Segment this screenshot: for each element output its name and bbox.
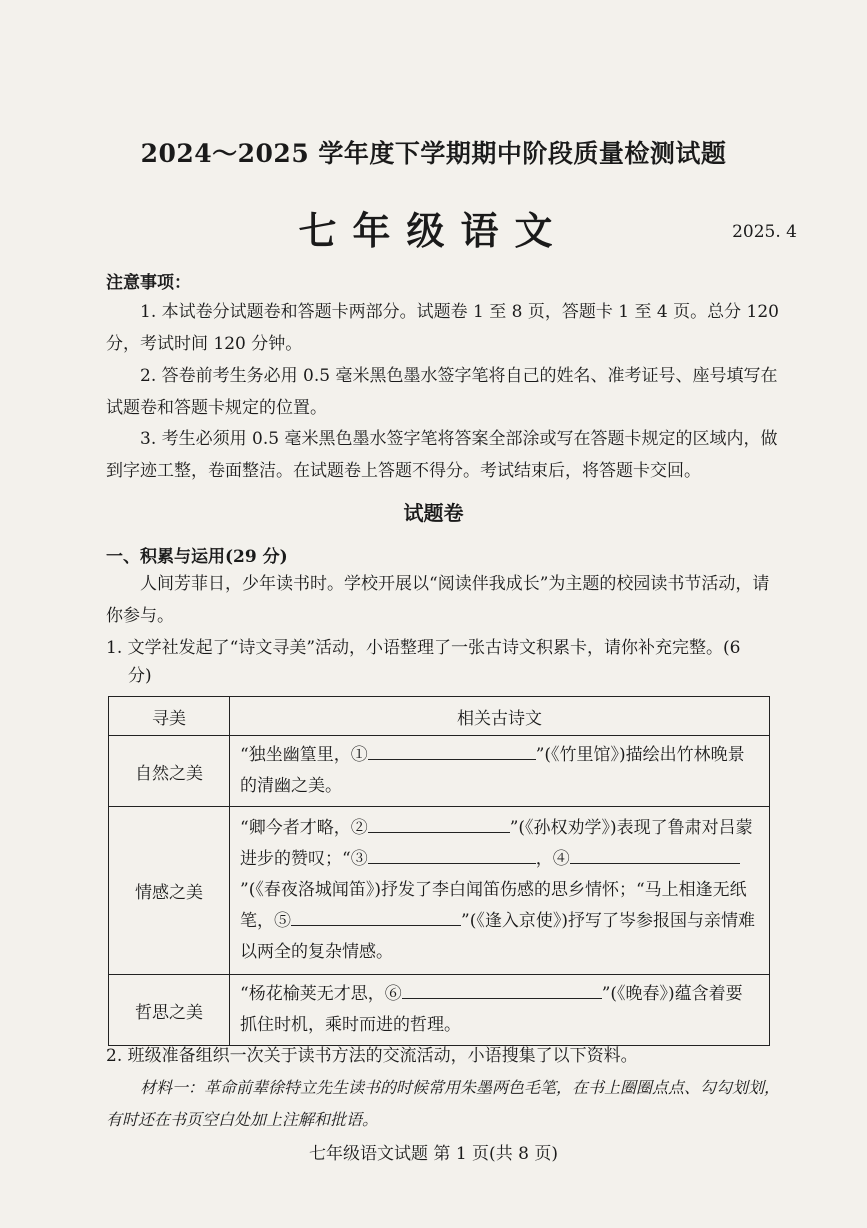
answer-blank-3[interactable] xyxy=(368,845,536,864)
table-header-poems: 相关古诗文 xyxy=(230,697,770,736)
part1-heading: 一、积累与运用(29 分) xyxy=(106,547,288,567)
poem-table xyxy=(108,696,770,1046)
row-content-nature xyxy=(230,736,770,807)
text-segment: ”(《孙权劝学》)表现了鲁肃对吕蒙进步的赞叹；“③ xyxy=(240,818,753,869)
text-segment: ”(《竹里馆》)描绘出竹林晚景的清幽之美。 xyxy=(240,745,745,796)
notice-item-1: 1. 本试卷分试题卷和答题卡两部分。试题卷 1 至 8 页，答题卡 1 至 4 页。总分 120 分，考试时间 120 分钟。 xyxy=(106,302,779,354)
table-header-category: 寻美 xyxy=(109,697,230,736)
category-nature: 自然之美 xyxy=(109,736,230,807)
text-segment: ”(《逢入京使》)抒写了岑参报国与亲情难以两全的复杂情感。 xyxy=(240,911,755,962)
question-1-points: 分) xyxy=(128,666,152,686)
text-segment: “杨花榆荚无才思，⑥ xyxy=(240,984,402,1004)
text-segment: “独坐幽篁里，① xyxy=(240,745,368,765)
notice-heading: 注意事项： xyxy=(106,273,191,293)
question-1: 1. 文学社发起了“诗文寻美”活动，小语整理了一张古诗文积累卡，请你补充完整。(6 xyxy=(106,638,741,658)
row-content-philosophy xyxy=(230,975,770,1046)
question-1-cont xyxy=(106,660,786,692)
answer-blank-1[interactable] xyxy=(368,741,536,760)
answer-blank-2[interactable] xyxy=(368,814,510,833)
part1-intro: 人间芳菲日，少年读书时。学校开展以“阅读伴我成长”为主题的校园读书节活动，请你参与。 xyxy=(106,574,770,626)
exam-title: 2024～2025 学年度下学期期中阶段质量检测试题 xyxy=(140,139,727,168)
category-philosophy: 哲思之美 xyxy=(109,975,230,1046)
text-segment: ”(《春夜洛城闻笛》)抒发了李白闻笛伤感的思乡情怀；“马上相逢无纸笔，⑤ xyxy=(240,880,747,931)
table-header-row xyxy=(109,697,770,736)
answer-blank-6[interactable] xyxy=(402,980,602,999)
answer-blank-5[interactable] xyxy=(291,907,461,926)
question-2: 2. 班级准备组织一次关于读书方法的交流活动，小语搜集了以下资料。 xyxy=(106,1046,638,1066)
answer-blank-4[interactable] xyxy=(570,845,740,864)
exam-date: 2025. 4 xyxy=(732,222,797,242)
notice-item-3: 3. 考生必须用 0.5 毫米黑色墨水签字笔将答案全部涂或写在答题卡规定的区域内，做到字迹工整，卷面整洁。在试题卷上答题不得分。考试结束后，将答题卡交回。 xyxy=(106,429,778,481)
material-1: 材料一：革命前辈徐特立先生读书的时候常用朱墨两色毛笔，在书上圈圈点点、勾勾划划，有时还在书页空白处加上注解和批语。 xyxy=(106,1078,781,1129)
subject-title: 七年级语文 xyxy=(298,208,569,253)
text-segment: ”(《晚春》)蕴含着要抓住时机，乘时而进的哲理。 xyxy=(240,984,743,1035)
section-title: 试题卷 xyxy=(403,501,464,525)
table-row xyxy=(109,975,770,1046)
table-row xyxy=(109,807,770,975)
notice-item-2: 2. 答卷前考生务必用 0.5 毫米黑色墨水签字笔将自己的姓名、准考证号、座号填写在试题卷和答题卡规定的位置。 xyxy=(106,366,778,418)
text-segment: ，④ xyxy=(535,849,570,869)
text-segment: “卿今者才略，② xyxy=(240,818,368,838)
category-emotion: 情感之美 xyxy=(109,807,230,975)
row-content-emotion xyxy=(230,807,770,975)
page-footer: 七年级语文试题 第 1 页(共 8 页) xyxy=(309,1144,558,1164)
table-row xyxy=(109,736,770,807)
